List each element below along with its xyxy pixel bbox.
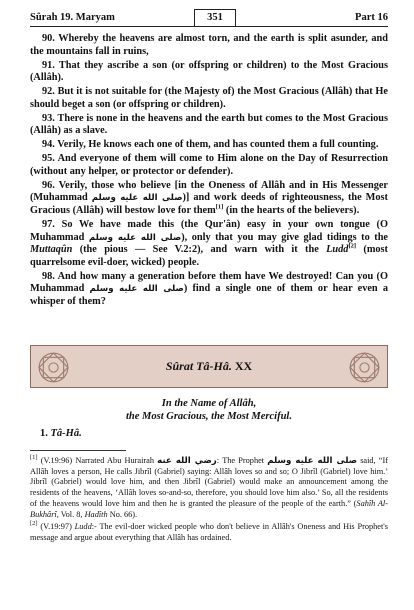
- verse-96: 96. Verily, those who believe [in the Oneness of Allâh and in His Messenger (Muhammad صلى الله عليه وسلم)] and work deeds of righteousness, the Most Gracious (Allâh) will bestow love for them[1] (in the hearts of the believers).: [30, 179, 388, 217]
- surah-name: Sûrah 19. Maryam: [30, 12, 115, 23]
- verse-91: 91. That they ascribe a son (or offspring or children) to the Most Gracious (Allâh).: [30, 59, 388, 84]
- footnotes: [30, 456, 388, 546]
- star-ornament-icon: [346, 349, 383, 386]
- page-header: [30, 12, 388, 27]
- verse-90: 90. Whereby the heavens are almost torn, and the earth is split asunder, and the mountains fall in ruins,: [30, 33, 388, 57]
- footnote-2: [2] (V.19:97) Ludd:- The evil-doer wicked people who don't believe in Allâh's Oneness and His Prophet's message and argue about everything that Allâh has ordained.: [30, 520, 388, 542]
- verse-92: 92. But it is not suitable for (the Majesty of) the Most Gracious (Allâh) that He should beget a son (or offspring or children).: [30, 86, 388, 110]
- part-number: Part 16: [355, 12, 388, 23]
- arabic-salutation: صلى الله عليه وسلم: [89, 284, 184, 295]
- verse-94: 94. Verily, He knows each one of them, and has counted them a full counting.: [42, 139, 379, 151]
- footnote-divider: [30, 450, 126, 451]
- footnote-1: [1] (V.19:96) Narrated Abu Hurairah رضي الله عنه: The Prophet صلى الله عليه وسلم said, “If Allâh loves a person, He calls Jibrîl (Gabriel) saying: Allâh loves so and so; O Jibrîl (Gabriel) love him.’ Jibrîl (Gabriel) would love him, and then Jibrîl (Gabriel) would make an announcement among the residents of the heavens, ‘Allâh loves so-and-so, therefore, you should love him also.’ So, all the residents of the heavens would love him and then he is granted the pleasure of the people of the earth.” (Sahîh Al-Bukhârî, Vol. 8, Hadîth No. 66).: [30, 454, 388, 519]
- verse-98: 98. And how many a generation before them have We destroyed! Can you (O Muhammad صلى الله عليه وسلم) find a single one of them or hear even a whisper of them?: [30, 270, 388, 307]
- verse-95: 95. And everyone of them will come to Him alone on the Day of Resurrection (without any helper, or protector or defender).: [30, 153, 388, 177]
- surah-title: Sûrat Tâ-Hâ. XX: [165, 359, 253, 373]
- arabic-salutation: صلى الله عليه وسلم: [88, 232, 182, 243]
- footnote-ref-2[interactable]: [2]: [348, 242, 357, 250]
- surah-title-banner: [30, 345, 388, 388]
- verses-block: [30, 33, 388, 310]
- verse-1: 1. Tâ-Hâ.: [40, 428, 82, 439]
- page-number: 351: [194, 9, 236, 26]
- basmala: In the Name of Allâh, the Most Gracious, the Most Merciful.: [126, 398, 292, 422]
- verse-97: 97. So We have made this (the Qur'ân) easy in your own tongue (O Muhammad صلى الله عليه وسلم), only that you may give glad tidings to the Muttaqûn (the pious — See V.2:2), and warn with it the Ludd[2] (most quarrelsome evil-doer, wicked) people.: [30, 219, 388, 268]
- arabic-salutation: صلى الله عليه وسلم: [91, 193, 183, 204]
- footnote-ref-1[interactable]: [1]: [215, 203, 224, 211]
- verse-93: 93. There is none in the heavens and the earth but comes to the Most Gracious (Allâh) as a slave.: [30, 112, 388, 137]
